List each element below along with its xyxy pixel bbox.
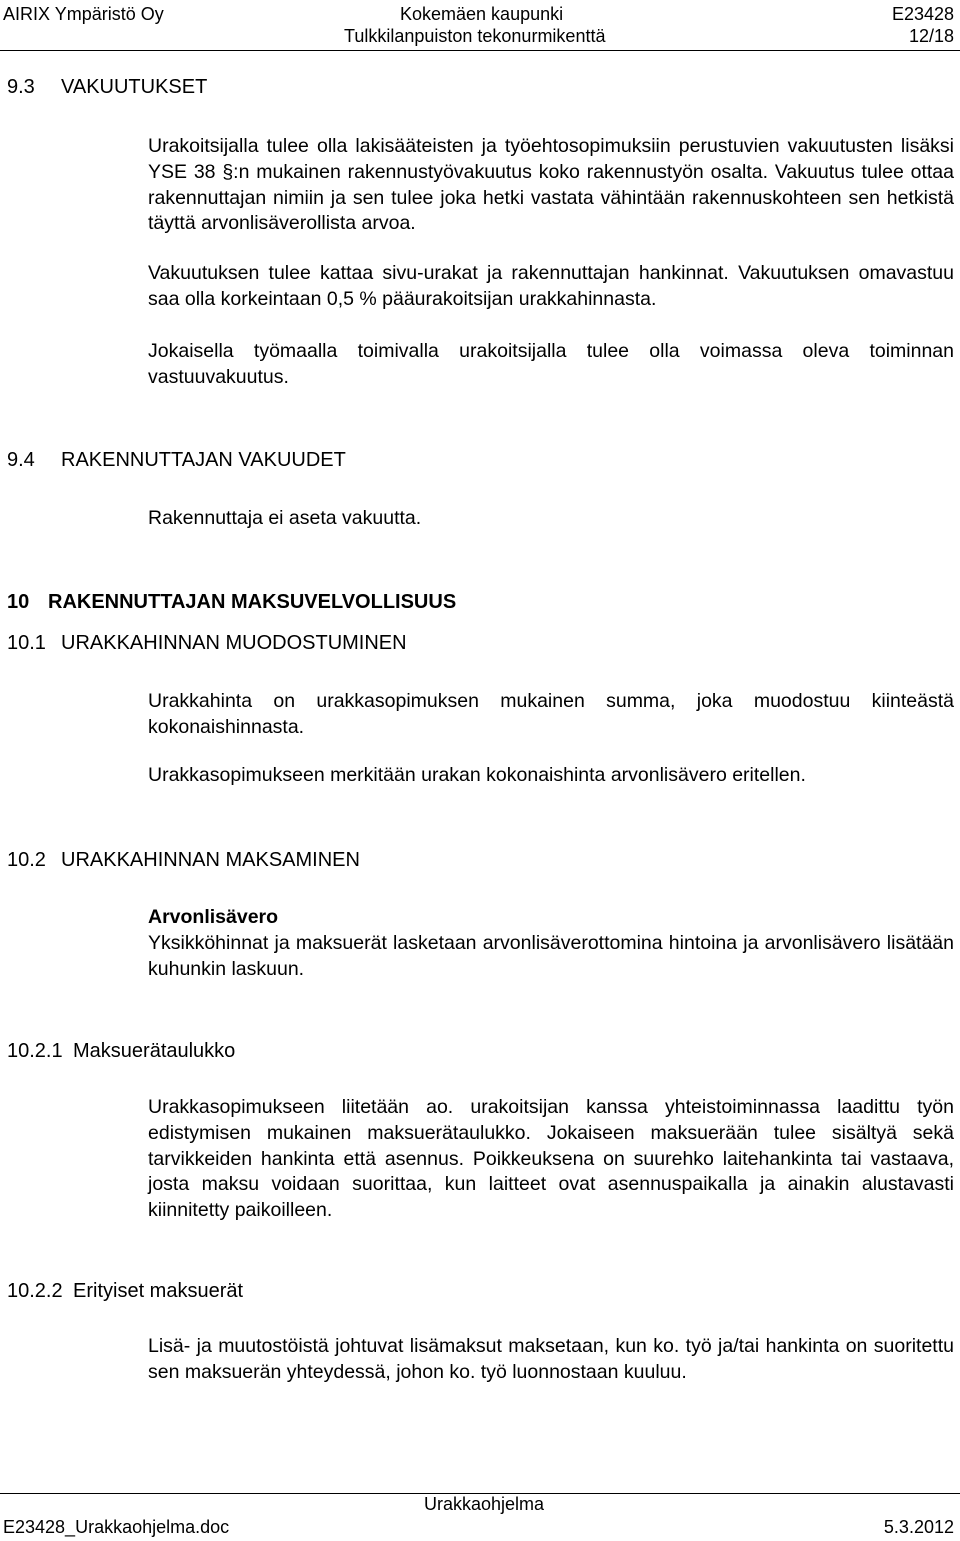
footer-date: 5.3.2012 [883,1517,954,1537]
heading-title: Maksuerätaulukko [73,1040,236,1062]
heading-title: URAKKAHINNAN MUODOSTUMINEN [61,632,407,654]
heading-9-4 [7,448,346,472]
heading-10-2-2 [7,1279,243,1303]
paragraph-insurance-1: Urakoitsijalla tulee olla lakisääteisten ja työehtosopimuksiin perustuvien vakuutusten lisäksi YSE 38 §:n mukainen rakennustyövakuutus koko rakennustyön osalta. Vakuutus tulee ottaa rakennuttajan nimiin ja sen tulee joka hetki vastata vähintään rakennuskohteen sen hetkistä täyttä arvonlisäverollista arvoa. [148,135,954,235]
heading-title: Erityiset maksuerät [73,1280,244,1302]
paragraph-payment-schedule: Urakkasopimukseen liitetään ao. urakoitsijan kanssa yhteistoiminnassa laadittu työn edistymisen mukainen maksuerätaulukko. Jokaiseen maksuerään tulee sisältyä sekä tarvikkeiden hankinta että asennus. Poikkeuksena on suurehko laitehankinta tai vastaava, josta maksu voidaan suorittaa, kun laitteet ovat asennuspaikalla ja ainakin alustavasti kiinnitetty paikoilleen. [148,1096,954,1222]
heading-10-2-1 [7,1039,235,1063]
heading-10 [7,590,456,614]
heading-number: 10.2.2 [7,1280,63,1302]
header-company: AIRIX Ympäristö Oy [3,4,164,24]
heading-number: 10.2 [7,849,46,871]
heading-title: URAKKAHINNAN MAKSAMINEN [61,849,360,871]
heading-number: 10.1 [7,632,46,654]
paragraph-guarantees: Rakennuttaja ei aseta vakuutta. [148,507,422,529]
paragraph-contract-price-1: Urakkahinta on urakkasopimuksen mukainen summa, joka muodostuu kiinteästä kokonaishinnasta. [148,690,954,738]
heading-10-1 [7,631,407,655]
paragraph-vat: Yksikköhinnat ja maksuerät lasketaan arvonlisäverottomina hintoina ja arvonlisävero lisätään kuhunkin laskuun. [148,932,954,980]
heading-title: VAKUUTUKSET [61,76,208,98]
header-doc-id: E23428 [891,4,954,24]
heading-number: 10 [7,591,30,613]
heading-number: 9.3 [7,76,35,98]
heading-title: RAKENNUTTAJAN MAKSUVELVOLLISUUS [48,591,457,613]
heading-number: 10.2.1 [7,1040,63,1062]
heading-10-2 [7,848,360,872]
header-page-number: 12/18 [908,26,954,46]
header-project: Tulkkilanpuiston tekonurmikenttä [344,26,606,46]
header-divider [0,50,960,51]
paragraph-special-payments: Lisä- ja muutostöistä johtuvat lisämaksut maksetaan, kun ko. työ ja/tai hankinta on suoritettu sen maksuerän yhteydessä, johon ko. työ luonnostaan kuuluu. [148,1335,954,1383]
heading-9-3 [7,75,207,99]
header-client: Kokemäen kaupunki [400,4,564,24]
footer-doc-name: Urakkaohjelma [424,1494,545,1514]
heading-title: RAKENNUTTAJAN VAKUUDET [61,449,346,471]
paragraph-insurance-2: Vakuutuksen tulee kattaa sivu-urakat ja rakennuttajan hankinnat. Vakuutuksen omavastuu saa olla korkeintaan 0,5 % pääurakoitsijan urakkahinnasta. [148,262,954,310]
heading-number: 9.4 [7,449,35,471]
footer-file-name: E23428_Urakkaohjelma.doc [3,1517,230,1537]
page-header [0,0,960,50]
label-vat: Arvonlisävero [148,906,279,928]
paragraph-contract-price-2: Urakkasopimukseen merkitään urakan kokonaishinta arvonlisävero eritellen. [148,764,806,786]
paragraph-insurance-3: Jokaisella työmaalla toimivalla urakoitsijalla tulee olla voimassa oleva toiminnan vastuuvakuutus. [148,340,954,388]
